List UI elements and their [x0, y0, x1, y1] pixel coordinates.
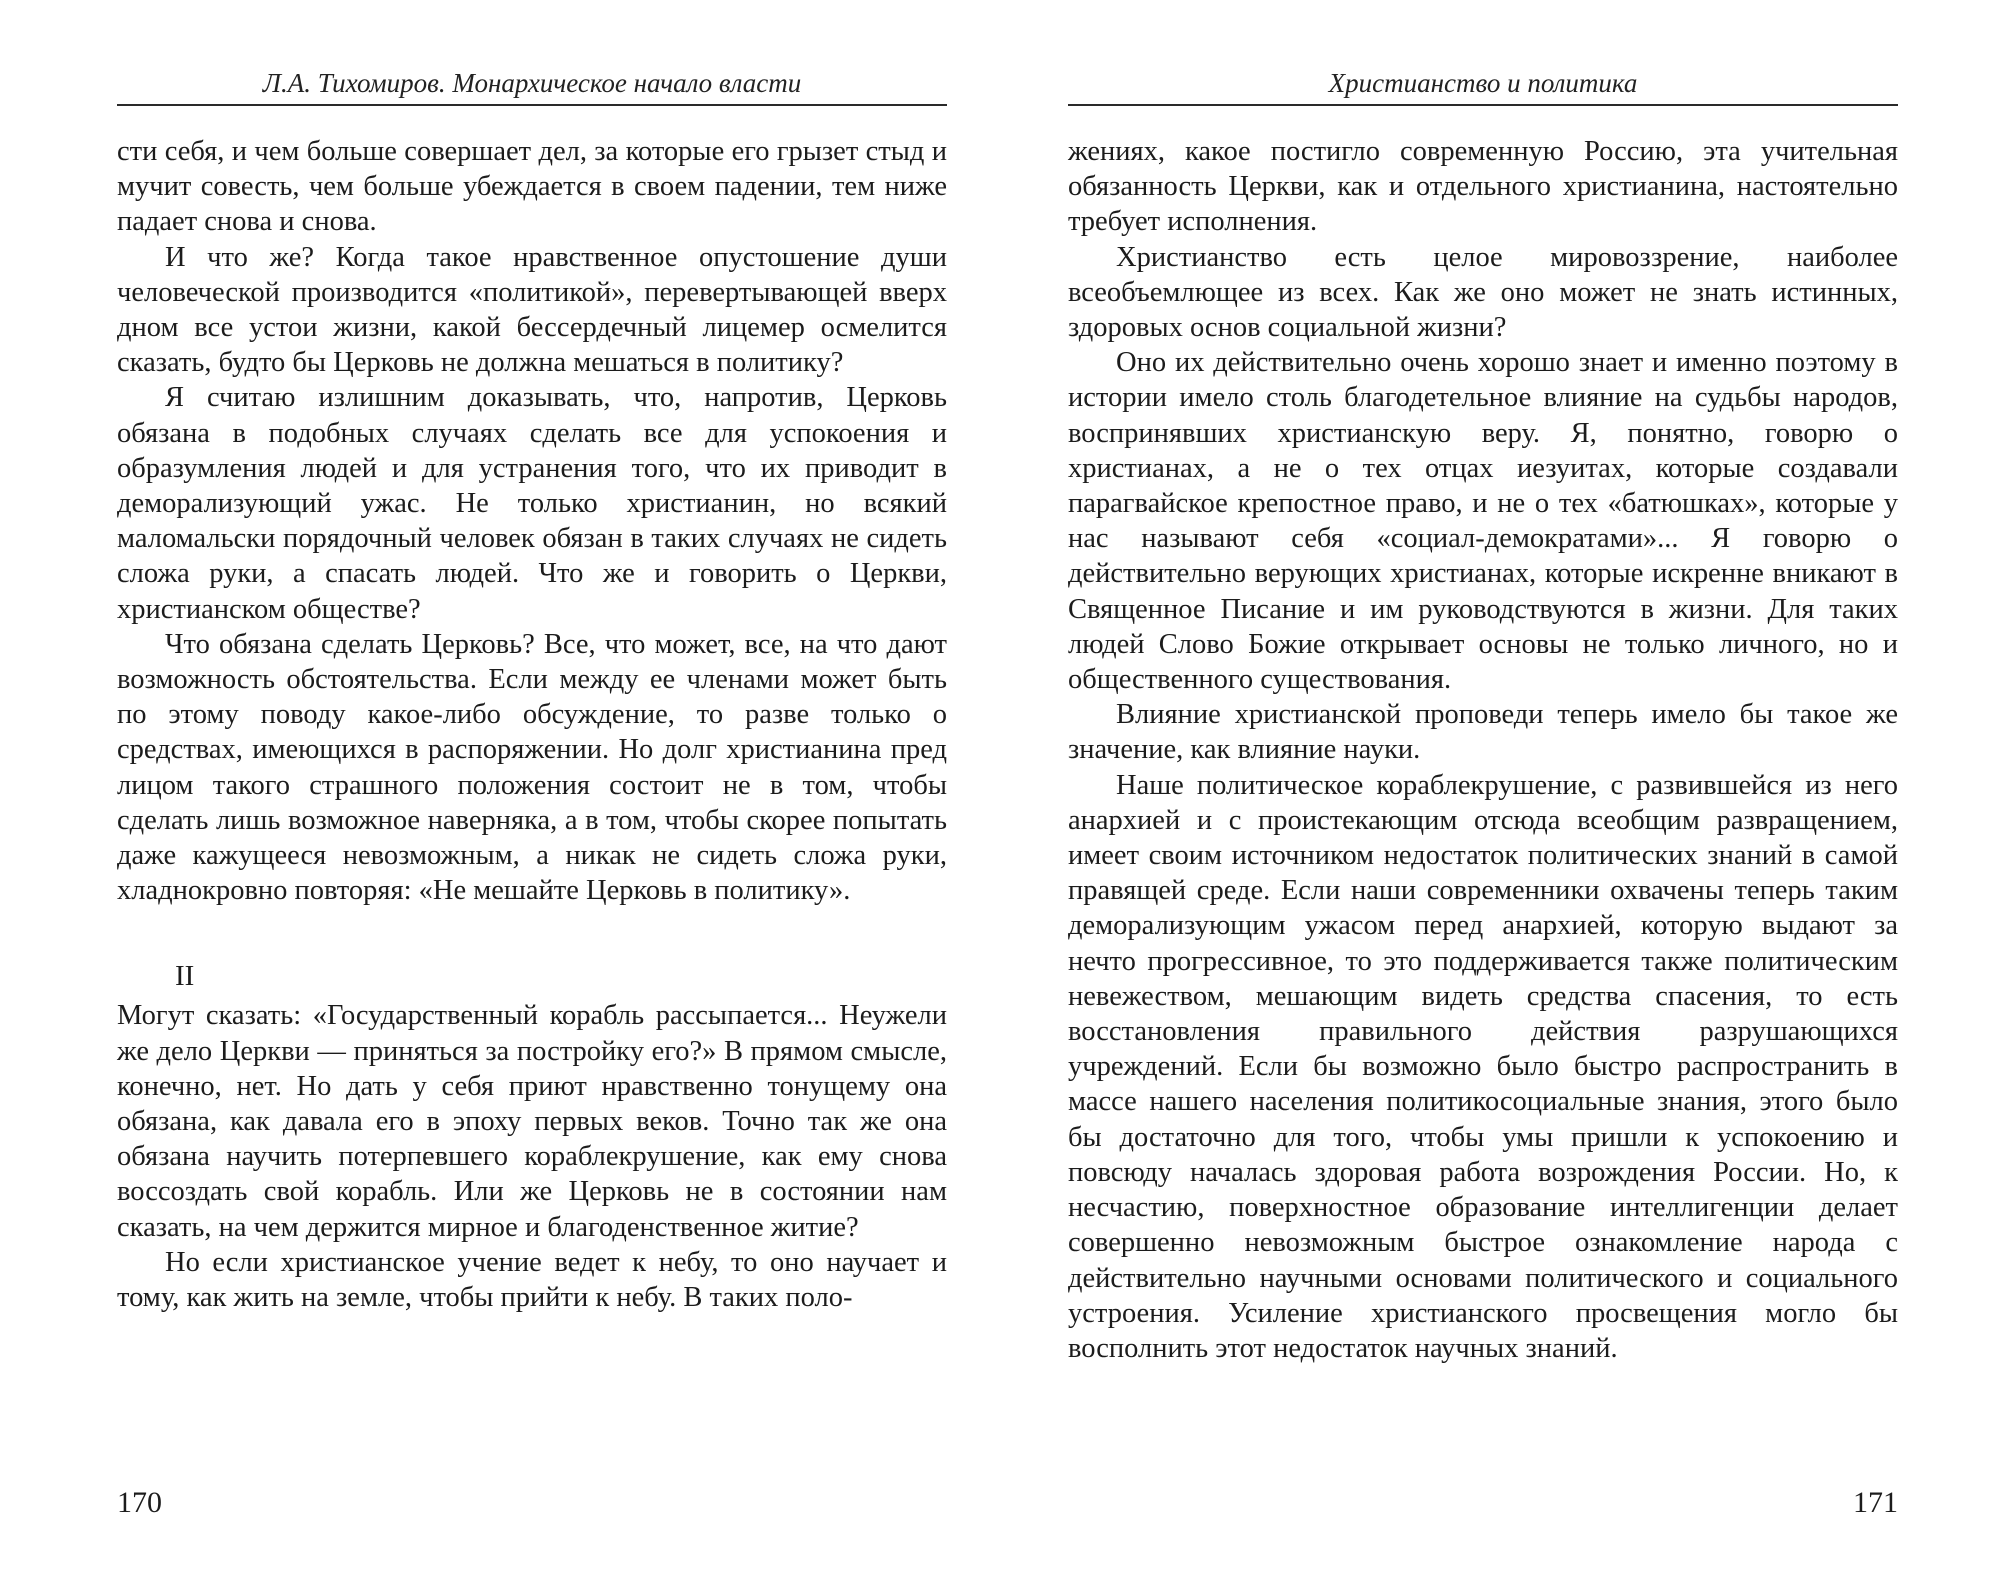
paragraph: Я считаю излишним доказывать, что, напротив, Церковь обязана в подобных случаях сделать все для успокоения и образумления людей и для устранения того, что их приводит в деморализующий ужас. Не только христианин, но всякий маломальски порядочный человек обязан в таких случаях не сидеть сложа руки, а спасать людей. Что же и говорить о Церкви, христианском обществе?: [117, 382, 947, 625]
right-page-number: 171: [1853, 1486, 1898, 1519]
paragraph: Влияние христианской проповеди теперь имело бы такое же значение, как влияние науки.: [1068, 699, 1898, 766]
left-header-rule: [117, 104, 947, 106]
right-running-head: Христианство и политика: [1328, 68, 1638, 98]
paragraph: Могут сказать: «Государственный корабль рассыпается... Неужели же дело Церкви — приняться за постройку его?» В прямом смысле, конечно, нет. Но дать у себя приют нравственно тонущему она обязана, как давала его в эпоху первых веков. Точно так же она обязана научить потерпевшего кораблекрушение, как ему снова воссоздать свой корабль. Или же Церковь не в состоянии нам сказать, на чем держится мирное и благоденственное житие?: [117, 1000, 947, 1243]
paragraph: жениях, какое постигло современную Россию, эта учительная обязанность Церкви, как и отдельного христианина, настоятельно требует исполнения.: [1068, 136, 1898, 238]
right-body-text: [1068, 134, 1898, 1366]
right-header-rule: [1068, 104, 1898, 106]
paragraph: Оно их действительно очень хорошо знает и именно поэтому в истории имело столь благодетельное влияние на судьбы народов, воспринявших христианскую веру. Я, понятно, говорю о христианах, а не о тех отцах иезуитах, которые создавали парагвайское крепостное право, и не о тех «батюшках», которые у нас называют себя «социал-демократами»... Я говорю о действительно верующих христианах, которые искренне вникают в Священное Писание и им руководствуются в жизни. Для таких людей Слово Божие открывает основы не только личного, но и общественного существования.: [1068, 347, 1898, 696]
left-body-text: [117, 134, 947, 1315]
paragraph: И что же? Когда такое нравственное опустошение души человеческой производится «политикой», перевертывающей вверх дном все устои жизни, какой бессердечный лицемер осмелится сказать, будто бы Церковь не должна мешаться в политику?: [117, 241, 947, 379]
section-number: II: [175, 960, 195, 993]
paragraph: Что обязана сделать Церковь? Все, что может, все, на что дают возможность обстоятельства. Если между ее членами может быть по этому поводу какое-либо обсуждение, то разве только о средствах, имеющихся в распоряжении. Но долг христианина пред лицом такого страшного положения состоит не в том, чтобы сделать лишь возможное наверняка, а в том, чтобы скорее попытать даже кажущееся невозможным, а никак не сидеть сложа руки, хладнокровно повторяя: «Не мешайте Церковь в политику».: [117, 628, 947, 907]
paragraph: Наше политическое кораблекрушение, с развившейся из него анархией и с проистекающим отсюда всеобщим развращением, имеет своим источником недостаток политических знаний в самой правящей среде. Если наши современники охвачены теперь таким деморализующим ужасом перед анархией, которую выдают за нечто прогрессивное, то это поддерживается также политическим невежеством, мешающим видеть средства спасения, то есть восстановления правильного действия разрушающихся учреждений. Если бы возможно было быстро распространить в массе нашего населения политикосоциальные знания, этого было бы достаточно для того, чтобы умы пришли к успокоению и повсюду началась здоровая работа возрождения России. Но, к несчастию, поверхностное образование интеллигенции делает совершенно невозможным быстрое ознакомление народа с действительно научными основами политического и социального устроения. Усиление христианского просвещения могло бы восполнить этот недостаток научных знаний.: [1068, 769, 1898, 1364]
left-page-number: 170: [117, 1486, 162, 1519]
paragraph: Но если христианское учение ведет к небу, то оно научает и тому, как жить на земле, чтобы прийти к небу. В таких поло-: [117, 1246, 947, 1314]
left-running-head: Л.А. Тихомиров. Монархическое начало власти: [262, 68, 802, 98]
paragraph: сти себя, и чем больше совершает дел, за которые его грызет стыд и мучит совесть, чем больше убеждается в своем падении, тем ниже падает снова и снова.: [117, 136, 947, 238]
right-page: [1000, 0, 2000, 1595]
paragraph: Христианство есть целое мировоззрение, наиболее всеобъемлющее из всех. Как же оно может не знать истинных, здоровых основ социальной жизни?: [1068, 241, 1898, 344]
